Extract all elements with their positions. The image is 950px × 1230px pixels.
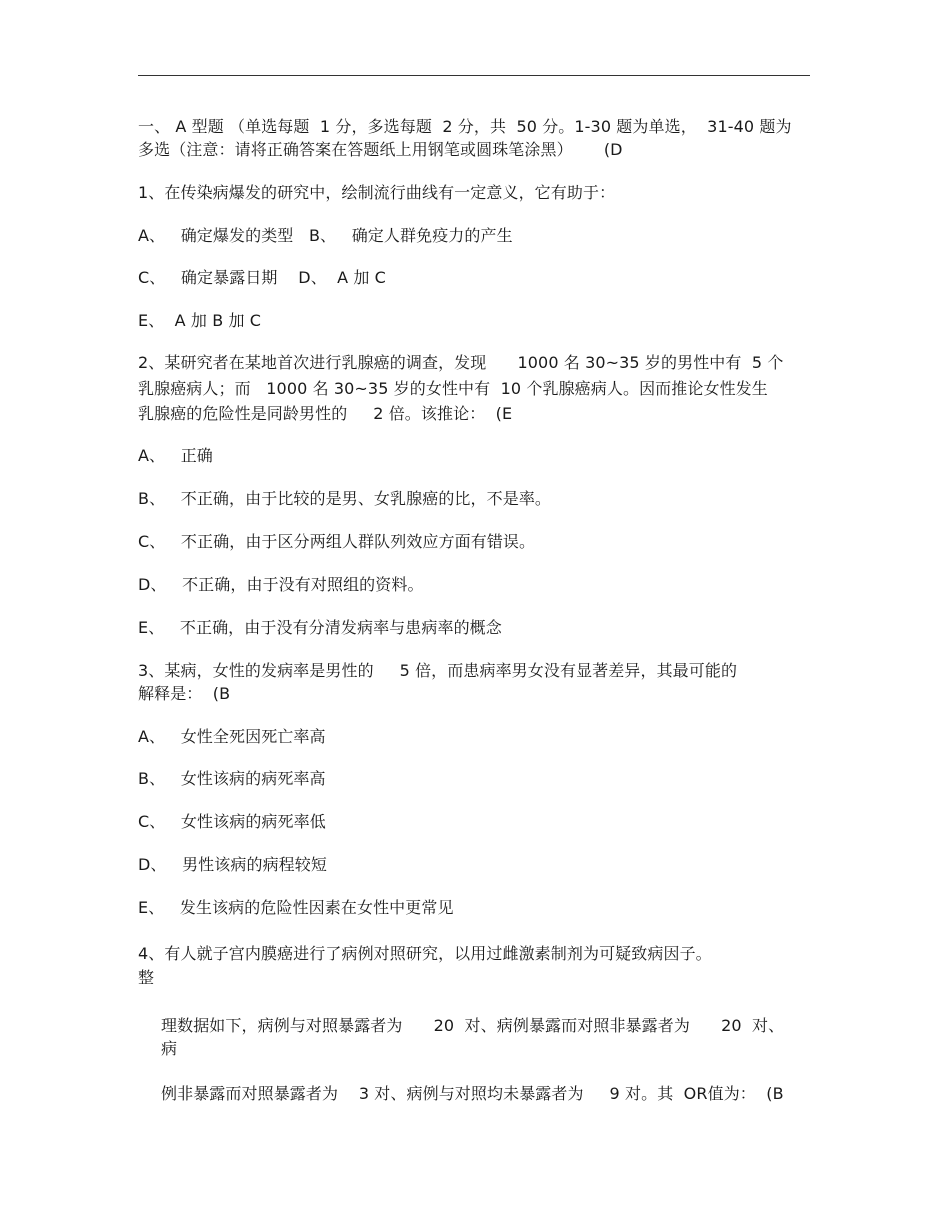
question-1-options-cd: C、 确定暴露日期 D、 A 加 C <box>138 268 386 287</box>
question-3-stem-line-2: 解释是： (B <box>138 684 231 703</box>
question-4-stem-line-2: 整 <box>138 968 155 987</box>
question-3-option-b: B、 女性该病的病死率高 <box>138 769 326 788</box>
section-header-cont: 多选（注意：请将正确答案在答题纸上用钢笔或圆珠笔涂黑） (D <box>138 140 623 159</box>
question-2-option-c: C、 不正确，由于区分两组人群队列效应方面有错误。 <box>138 532 536 551</box>
question-4-stem-line-3: 理数据如下，病例与对照暴露者为 20 对、病例暴露而对照非暴露者为 20 对、 <box>161 1016 785 1035</box>
question-4-stem-line-5: 例非暴露而对照暴露者为 3 对、病例与对照均未暴露者为 9 对。其 OR值为： (B <box>161 1084 784 1103</box>
question-3-option-c: C、 女性该病的病死率低 <box>138 812 326 831</box>
question-1-stem: 1、在传染病爆发的研究中，绘制流行曲线有一定意义，它有助于： <box>138 183 616 202</box>
question-2-stem-line-2: 乳腺癌病人；而 1000 名 30~35 岁的女性中有 10 个乳腺癌病人。因而推论女性发生 <box>138 379 768 398</box>
question-2-stem-line-3: 乳腺癌的危险性是同龄男性的 2 倍。该推论： (E <box>138 404 513 423</box>
question-2-option-b: B、 不正确，由于比较的是男、女乳腺癌的比，不是率。 <box>138 489 552 508</box>
question-4-stem-line-1: 4、有人就子宫内膜癌进行了病例对照研究，以用过雌激素制剂为可疑致病因子。 <box>138 944 712 963</box>
header-rule <box>138 75 810 76</box>
question-3-option-e: E、 发生该病的危险性因素在女性中更常见 <box>138 898 454 917</box>
question-1-options-ab: A、 确定爆发的类型 B、 确定人群免疫力的产生 <box>138 226 513 245</box>
question-2-option-d: D、 不正确，由于没有对照组的资料。 <box>138 575 424 594</box>
question-1-option-e: E、 A 加 B 加 C <box>138 311 262 330</box>
question-2-option-e: E、 不正确，由于没有分清发病率与患病率的概念 <box>138 618 502 637</box>
question-2-option-a: A、 正确 <box>138 446 213 465</box>
question-2-stem-line-1: 2、某研究者在某地首次进行乳腺癌的调查，发现 1000 名 30~35 岁的男性中有 5 个 <box>138 353 784 372</box>
question-4-stem-line-4: 病 <box>161 1039 178 1058</box>
question-3-option-d: D、 男性该病的病程较短 <box>138 855 327 874</box>
section-header: 一、 A 型题 （单选每题 1 分，多选每题 2 分，共 50 分。1-30 题为单选， 31-40 题为 <box>138 117 792 136</box>
question-3-option-a: A、 女性全死因死亡率高 <box>138 727 326 746</box>
question-3-stem-line-1: 3、某病，女性的发病率是男性的 5 倍，而患病率男女没有显著差异，其最可能的 <box>138 661 738 680</box>
